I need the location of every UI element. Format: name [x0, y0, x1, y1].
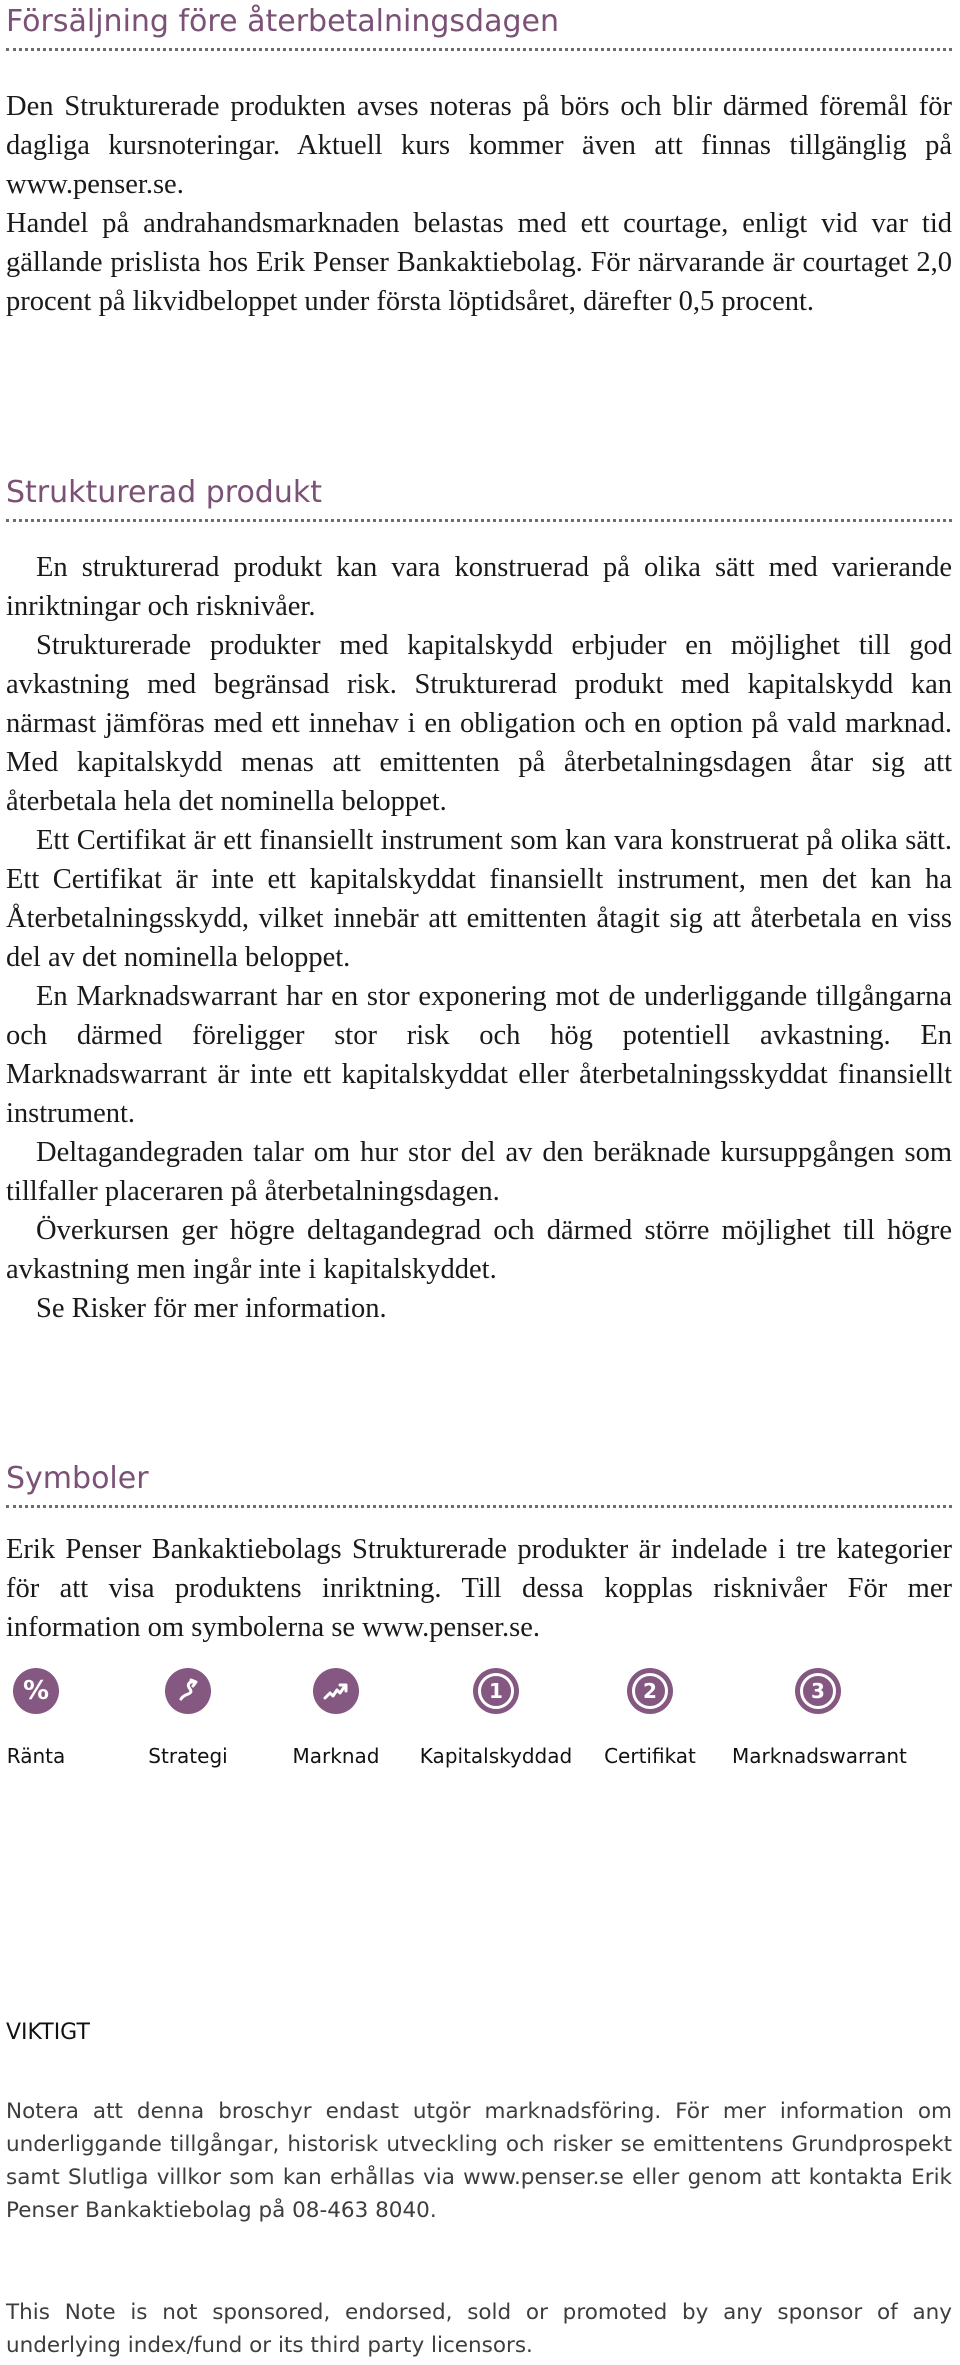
paragraph: Handel på andrahandsmarknaden belastas med ett courtage, enligt vid var tid gällande prislista hos Erik Penser Bankaktiebolag. För närvarande är courtaget 2,0 procent på likvidbeloppet under första löptidsåret, därefter 0,5 procent. [6, 208, 952, 317]
sponsor-disclaimer: This Note is not sponsored, endorsed, sold or promoted by any sponsor of any underlying index/fund or its third party licensors. [6, 2300, 952, 2358]
section-symbols [6, 1459, 952, 1647]
paragraph: Se Risker för mer information. [36, 1293, 387, 1324]
symbol-label: Marknadswarrant [732, 1744, 907, 1768]
symbol-rate [0, 1668, 116, 1768]
number-two-icon: 2 [627, 1668, 673, 1714]
paragraph: En strukturerad produkt kan vara konstruerad på olika sätt med varierande inriktningar och risknivåer. [6, 552, 952, 622]
paragraph: Erik Penser Bankaktiebolags Strukturerade produkter är indelade i tre kategorier för att visa produktens inriktning. Till dessa kopplas risknivåer För mer information om symbolerna se www.penser.se. [6, 1534, 952, 1643]
symbol-strategy [108, 1668, 268, 1768]
section-body [6, 1530, 952, 1647]
paragraph: En Marknadswarrant har en stor exponering mot de underliggande tillgångarna och därmed föreligger stor risk och hög potentiell avkastning. En Marknadswarrant är inte ett kapitalskyddat eller återbetalningsskyddat finansiellt instrument. [6, 981, 952, 1129]
symbol-label: Strategi [148, 1744, 228, 1768]
strategy-arrow-icon [165, 1668, 211, 1714]
symbol-label: Ränta [6, 1744, 66, 1768]
section-structured-product [6, 473, 952, 1328]
symbol-label: Kapitalskyddad [419, 1744, 573, 1768]
paragraph: Ett Certifikat är ett finansiellt instrument som kan vara konstruerat på olika sätt. Ett Certifikat är inte ett kapitalskyddat finansiellt instrument, men det kan ha Återbetalningsskydd, vilket innebär att emittenten åtagit sig att återbetala en viss del av det nominella beloppet. [6, 825, 952, 973]
symbol-legend [0, 1668, 960, 1778]
symbol-market-warrant [732, 1668, 907, 1768]
paragraph: Strukturerade produkter med kapitalskydd erbjuder en möjlighet till god avkastning med begränsad risk. Strukturerad produkt med kapitalskydd kan närmast jämföras med ett innehav i en obligation och en option på vald marknad. Med kapitalskydd menas att emittenten på återbetalningsdagen åtar sig att återbetala hela det nominella beloppet. [6, 630, 952, 817]
symbol-certificate [570, 1668, 730, 1768]
symbol-label: Certifikat [604, 1744, 696, 1768]
number-one-icon: 1 [473, 1668, 519, 1714]
section-body [6, 548, 952, 1328]
paragraph: Överkursen ger högre deltagandegrad och därmed större möjlighet till högre avkastning men ingår inte i kapitalskyddet. [6, 1215, 952, 1285]
symbol-market [256, 1668, 416, 1768]
paragraph: Deltagandegraden talar om hur stor del av den beräknade kursuppgången som tillfaller placeraren på återbetalningsdagen. [6, 1137, 952, 1207]
paragraph: Den Strukturerade produkten avses noteras på börs och blir därmed föremål för dagliga kursnoteringar. Aktuell kurs kommer även att finnas tillgänglig på www.penser.se. [6, 91, 952, 200]
section-heading: Symboler [6, 1459, 952, 1508]
market-trend-icon [313, 1668, 359, 1714]
section-body [6, 87, 952, 321]
symbol-label: Marknad [292, 1744, 380, 1768]
number-three-icon: 3 [795, 1668, 841, 1714]
important-note: Notera att denna broschyr endast utgör marknadsföring. För mer information om underliggande tillgångar, historisk utveckling och risker se emittentens Grundprospekt samt Slutliga villkor som kan erhållas via www.penser.se eller genom att kontakta Erik Penser Bankaktiebolag på 08-463 8040. [6, 2099, 952, 2223]
section-heading: Försäljning före återbetalningsdagen [6, 2, 952, 51]
percent-icon: % [13, 1668, 59, 1714]
section-sales-before-maturity [6, 2, 952, 321]
section-heading: Strukturerad produkt [6, 473, 952, 522]
symbol-capital-protected [416, 1668, 576, 1768]
important-title: VIKTIGT [6, 2020, 90, 2045]
